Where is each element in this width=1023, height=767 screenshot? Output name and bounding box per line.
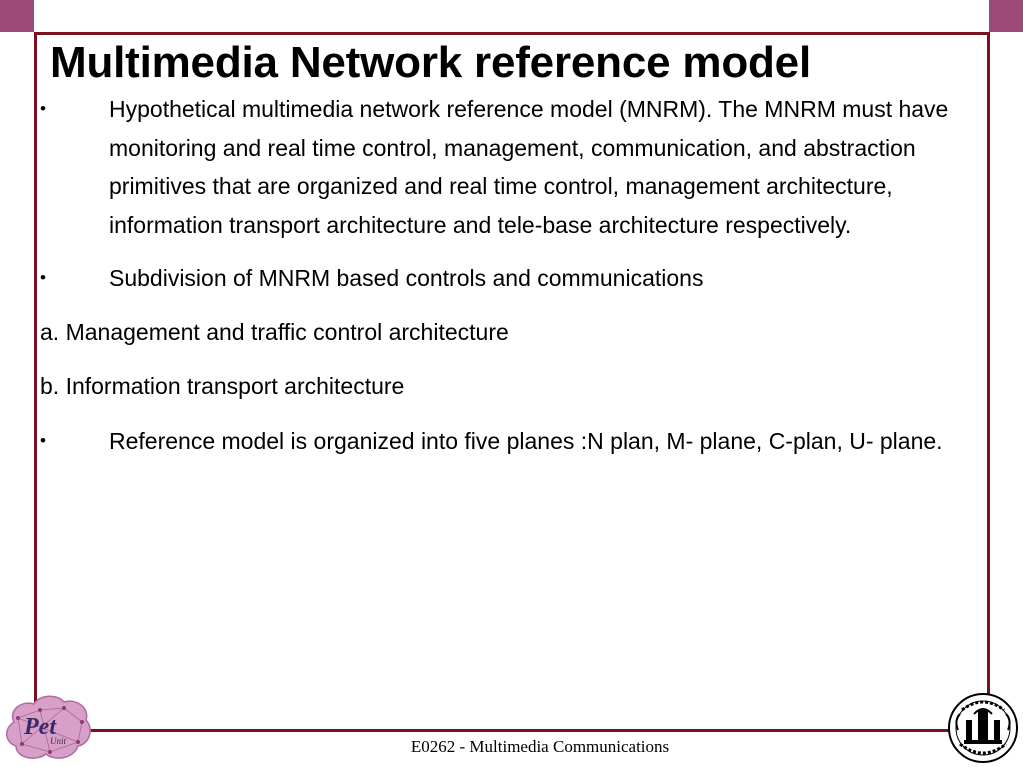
bullet-item bbox=[40, 259, 990, 298]
logo-left-subtext: Unit bbox=[50, 736, 67, 746]
bullet-text: Subdivision of MNRM based controls and communications bbox=[109, 265, 704, 291]
bullet-dot: • bbox=[40, 430, 46, 450]
bullet-text: Hypothetical multimedia network reference model (MNRM). The MNRM must have monitoring and real time control, management, communication, and abstraction primitives that are organized and real time control, management architecture, information transport architecture and tele-base architecture respectively. bbox=[109, 96, 949, 238]
logo-left-text: Pet bbox=[24, 714, 56, 740]
bullet-item bbox=[40, 90, 990, 244]
slide-content bbox=[40, 90, 990, 475]
corner-decoration-left bbox=[0, 0, 34, 32]
corner-decoration-right bbox=[989, 0, 1023, 32]
slide-title: Multimedia Network reference model bbox=[50, 38, 811, 87]
bullet-dot: • bbox=[40, 268, 46, 287]
slide-footer: E0262 - Multimedia Communications bbox=[410, 737, 670, 756]
bullet-text: Reference model is organized into five planes :N plan, M- plane, C-plan, U- plane. bbox=[109, 427, 943, 454]
list-item: b. Information transport architecture bbox=[40, 373, 405, 399]
bullet-item bbox=[40, 422, 990, 461]
list-item: a. Management and traffic control architecture bbox=[40, 318, 509, 345]
bullet-dot: • bbox=[40, 99, 46, 118]
